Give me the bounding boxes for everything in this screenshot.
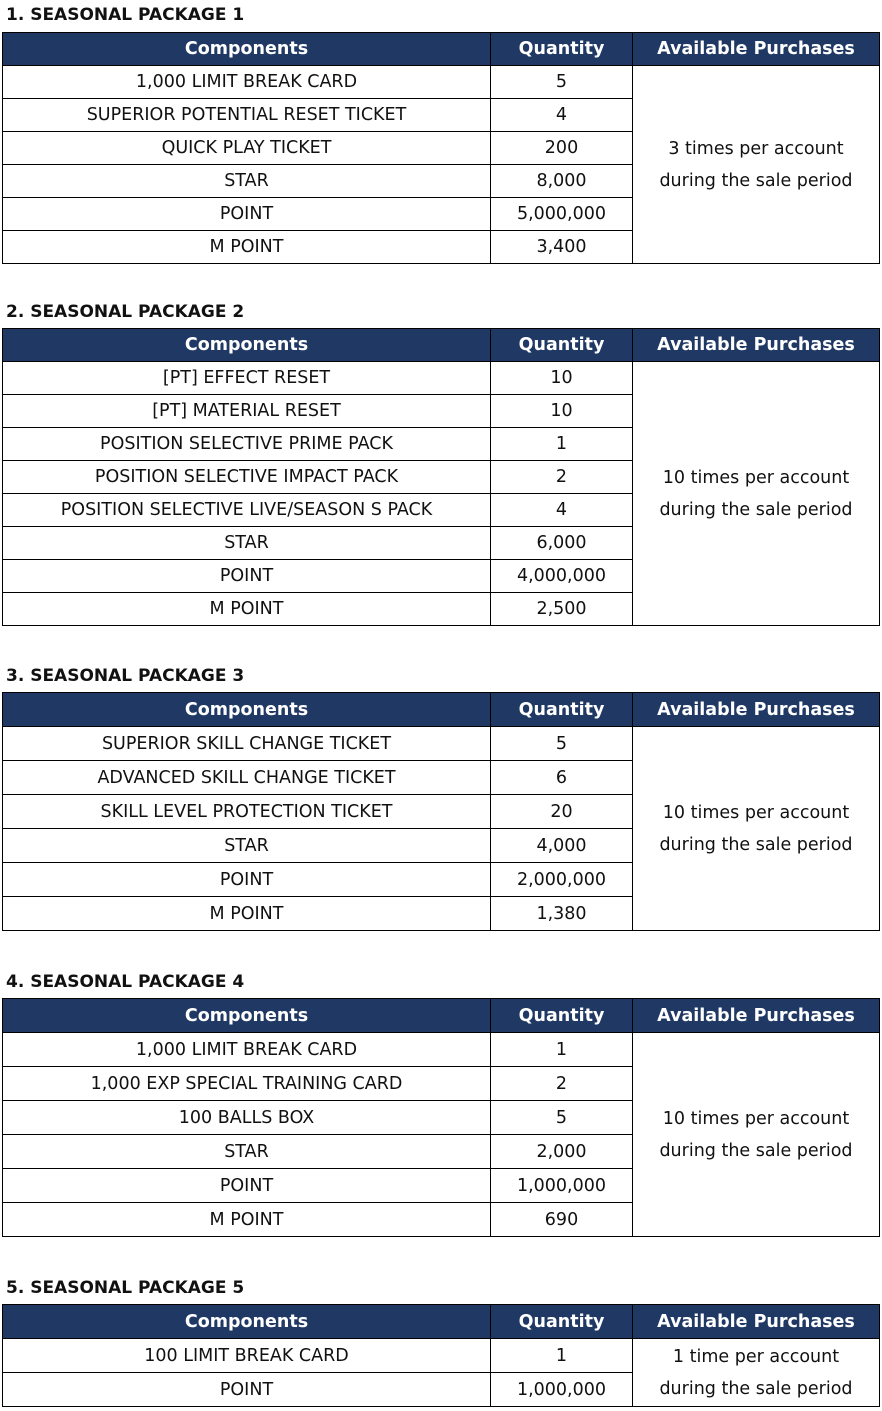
component-quantity: 2,500 [491,593,633,626]
component-name: POSITION SELECTIVE PRIME PACK [3,428,491,461]
component-quantity: 5 [491,1101,633,1135]
limit-period: during the sale period [659,499,853,520]
component-name: POINT [3,198,491,231]
available-purchases [633,1339,880,1407]
limit-line: 1 time per account [672,1346,840,1367]
component-quantity: 2 [491,461,633,494]
component-quantity: 1,000,000 [491,1373,633,1407]
component-quantity: 2,000 [491,1135,633,1169]
component-quantity: 6 [491,761,633,795]
component-name: M POINT [3,1203,491,1237]
available-purchases [633,727,880,931]
available-header: Available Purchases [633,1305,880,1339]
component-quantity: 1,380 [491,897,633,931]
component-quantity: 1 [491,428,633,461]
component-name: 1,000 EXP SPECIAL TRAINING CARD [3,1067,491,1101]
component-name: 1,000 LIMIT BREAK CARD [3,1033,491,1067]
package-title: 5. SEASONAL PACKAGE 5 [6,1278,245,1298]
component-quantity: 2,000,000 [491,863,633,897]
component-name: SUPERIOR SKILL CHANGE TICKET [3,727,491,761]
components-header: Components [3,329,491,362]
component-name: M POINT [3,897,491,931]
limit-period: during the sale period [659,1140,853,1161]
quantity-header: Quantity [491,33,633,66]
component-name: POSITION SELECTIVE LIVE/SEASON S PACK [3,494,491,527]
component-quantity: 4,000 [491,829,633,863]
components-header: Components [3,999,491,1033]
component-quantity: 5,000,000 [491,198,633,231]
package-title: 3. SEASONAL PACKAGE 3 [6,666,245,686]
component-quantity: 1 [491,1033,633,1067]
package-title: 2. SEASONAL PACKAGE 2 [6,302,245,322]
component-quantity: 5 [491,66,633,99]
component-name: POINT [3,863,491,897]
component-name: STAR [3,829,491,863]
component-name: ADVANCED SKILL CHANGE TICKET [3,761,491,795]
package-table [2,692,880,931]
limit-period: during the sale period [659,170,853,191]
component-name: 1,000 LIMIT BREAK CARD [3,66,491,99]
component-quantity: 4 [491,99,633,132]
component-name: QUICK PLAY TICKET [3,132,491,165]
component-name: 100 BALLS BOX [3,1101,491,1135]
package-title: 1. SEASONAL PACKAGE 1 [6,5,245,25]
limit-line: 10 times per account [662,802,850,823]
limit-period: during the sale period [659,834,853,855]
components-header: Components [3,33,491,66]
component-name: POSITION SELECTIVE IMPACT PACK [3,461,491,494]
component-quantity: 200 [491,132,633,165]
package-table [2,328,880,626]
quantity-header: Quantity [491,329,633,362]
package-table [2,32,880,264]
component-name: POINT [3,1169,491,1203]
component-quantity: 1,000,000 [491,1169,633,1203]
component-name: M POINT [3,231,491,264]
component-name: SKILL LEVEL PROTECTION TICKET [3,795,491,829]
component-quantity: 3,400 [491,231,633,264]
component-quantity: 20 [491,795,633,829]
component-quantity: 4 [491,494,633,527]
quantity-header: Quantity [491,999,633,1033]
component-quantity: 6,000 [491,527,633,560]
quantity-header: Quantity [491,1305,633,1339]
component-name: SUPERIOR POTENTIAL RESET TICKET [3,99,491,132]
component-name: [PT] MATERIAL RESET [3,395,491,428]
component-quantity: 2 [491,1067,633,1101]
package-table [2,998,880,1237]
components-header: Components [3,693,491,727]
available-header: Available Purchases [633,999,880,1033]
available-purchases [633,66,880,264]
quantity-header: Quantity [491,693,633,727]
component-name: 100 LIMIT BREAK CARD [3,1339,491,1373]
component-name: M POINT [3,593,491,626]
available-header: Available Purchases [633,693,880,727]
component-name: STAR [3,527,491,560]
component-name: POINT [3,1373,491,1407]
available-purchases [633,1033,880,1237]
limit-line: 10 times per account [662,1108,850,1129]
component-quantity: 1 [491,1339,633,1373]
limit-line: 3 times per account [668,138,844,159]
component-quantity: 8,000 [491,165,633,198]
available-header: Available Purchases [633,329,880,362]
component-quantity: 10 [491,395,633,428]
component-quantity: 4,000,000 [491,560,633,593]
component-name: POINT [3,560,491,593]
components-header: Components [3,1305,491,1339]
component-quantity: 5 [491,727,633,761]
limit-period: during the sale period [659,1378,853,1399]
component-name: STAR [3,165,491,198]
limit-line: 10 times per account [662,467,850,488]
component-name: [PT] EFFECT RESET [3,362,491,395]
component-quantity: 10 [491,362,633,395]
package-table [2,1304,880,1407]
package-title: 4. SEASONAL PACKAGE 4 [6,972,245,992]
available-header: Available Purchases [633,33,880,66]
component-name: STAR [3,1135,491,1169]
available-purchases [633,362,880,626]
component-quantity: 690 [491,1203,633,1237]
